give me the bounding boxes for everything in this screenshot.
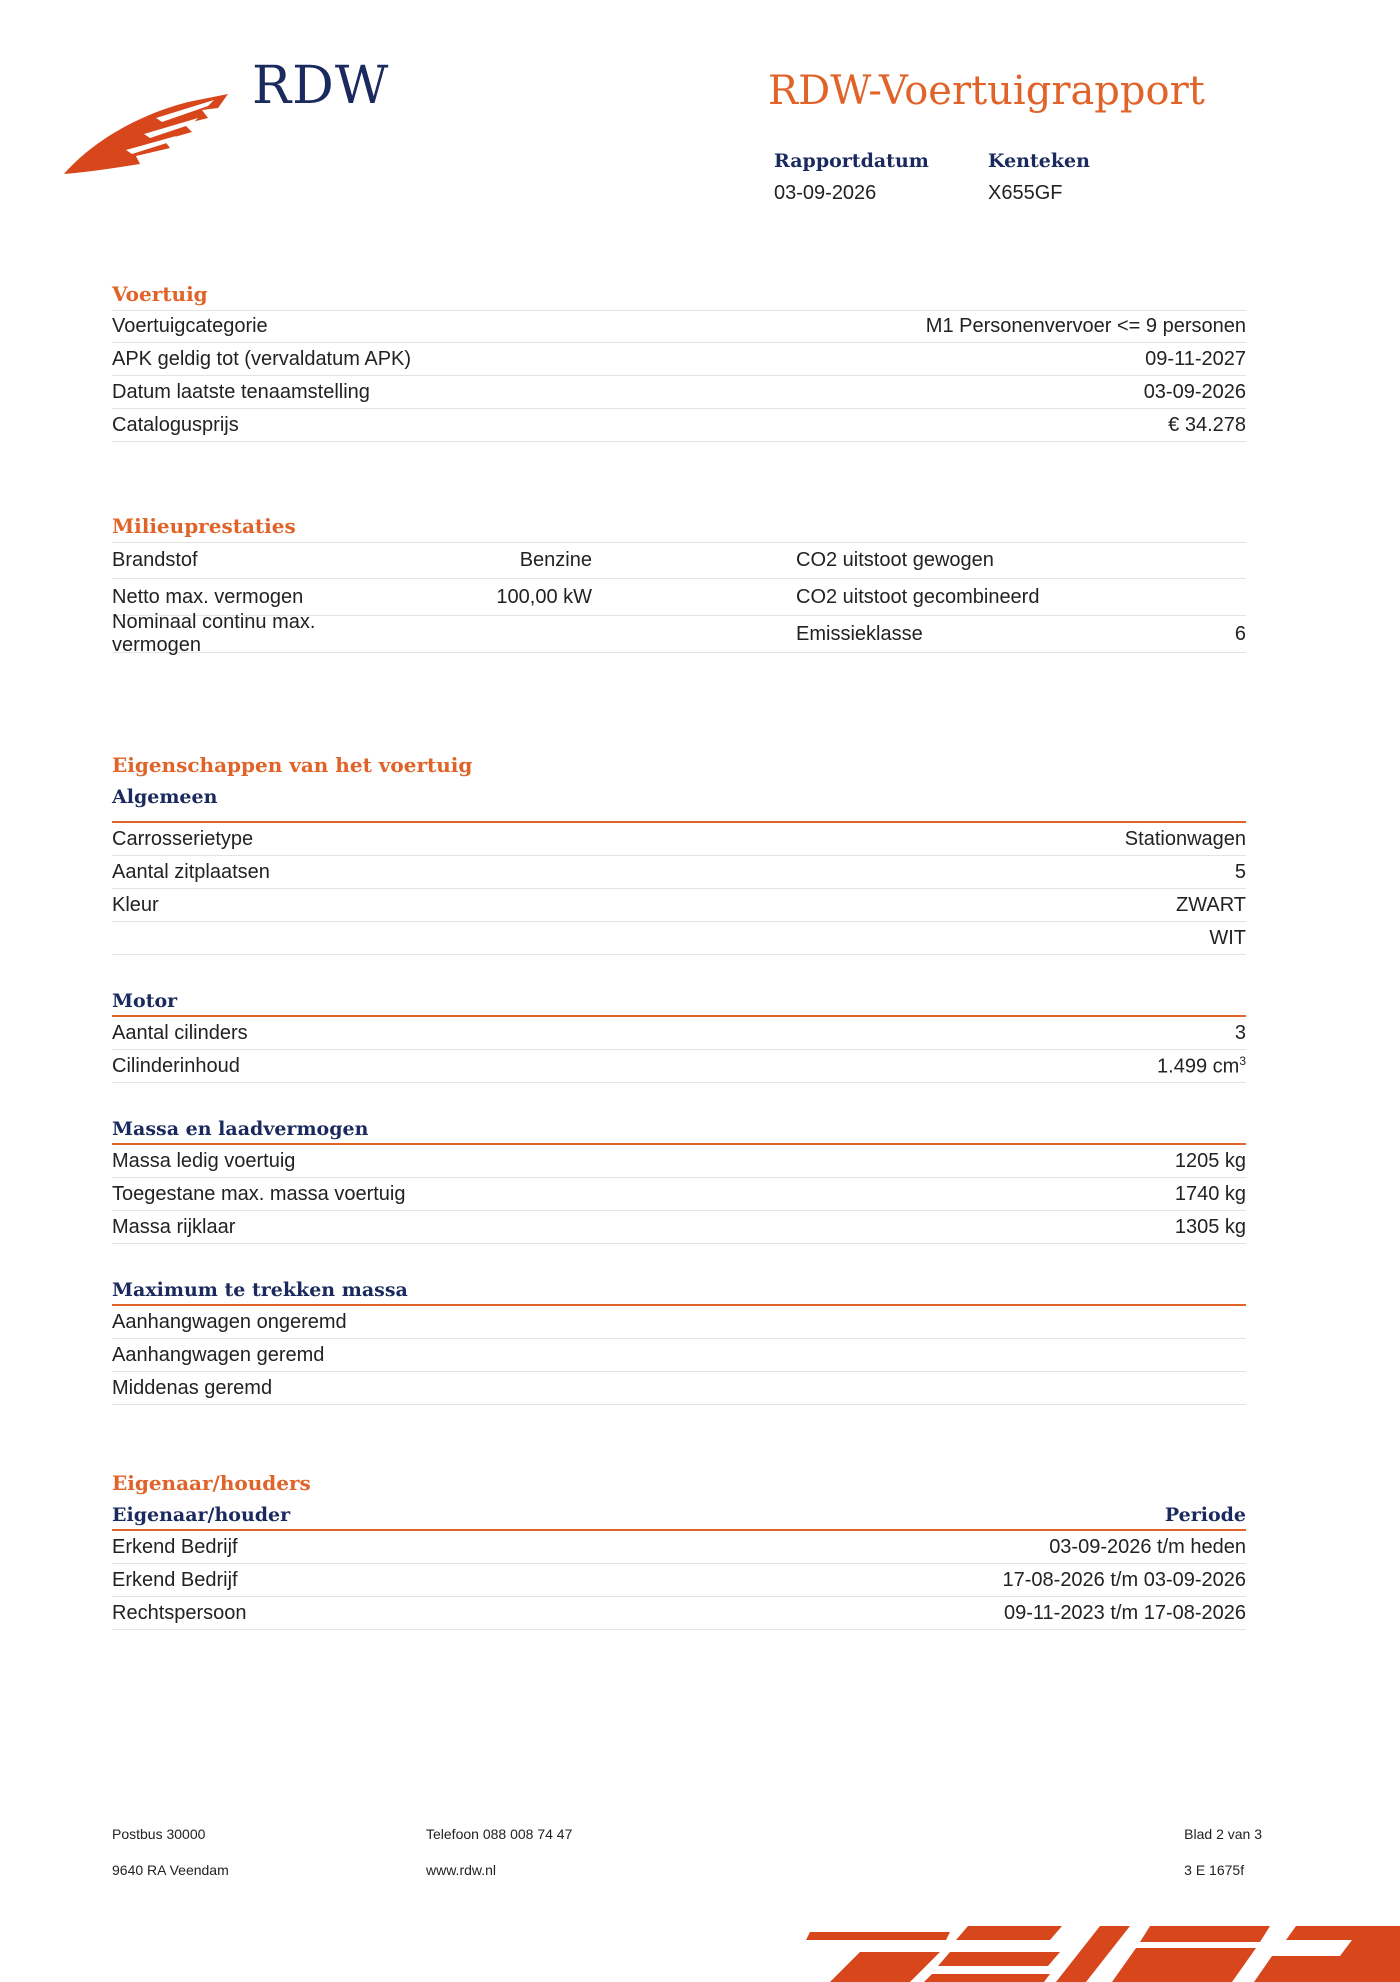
row-label: Massa rijklaar (112, 1215, 236, 1238)
section-title-eigenaar: Eigenaar/houders (112, 1471, 311, 1495)
row-value: M1 Personenvervoer <= 9 personen (925, 315, 1246, 337)
section-title-eigenschappen: Eigenschappen van het voertuig (112, 753, 473, 777)
table-row (112, 1211, 1246, 1244)
footer-page-number: Blad 2 van 3 (1184, 1826, 1262, 1842)
row-value: Benzine (519, 549, 592, 571)
row-label: Massa ledig voertuig (112, 1149, 296, 1172)
table-row (112, 1306, 1246, 1339)
row-label: Toegestane max. massa voertuig (112, 1182, 406, 1205)
row-value: Stationwagen (1124, 827, 1246, 850)
row-label: Nominaal continu max. vermogen (112, 611, 316, 656)
row-label: Aantal cilinders (112, 1021, 248, 1044)
row-label: Datum laatste tenaamstelling (112, 380, 370, 403)
footer-phone: Telefoon 088 008 74 47 (426, 1826, 573, 1842)
row-value: 03-09-2026 (1143, 380, 1246, 403)
table-row (112, 922, 1246, 955)
unit-superscript: 3 (1239, 1053, 1246, 1068)
column-header-period: Periode (1164, 1504, 1246, 1526)
table-row (112, 1597, 1246, 1630)
row-label: Erkend Bedrijf (112, 1535, 238, 1558)
row-value: WIT (1209, 926, 1246, 949)
table-row (112, 1050, 1246, 1083)
footer-code: 3 E 1675f (1184, 1862, 1245, 1878)
table-row (112, 1339, 1246, 1372)
column-header-owner: Eigenaar/houder (112, 1504, 291, 1526)
row-label: Carrosserietype (112, 827, 254, 850)
owner-table-header (112, 1499, 1246, 1531)
row-label: Netto max. vermogen (112, 585, 304, 608)
table-row (112, 1145, 1246, 1178)
plate-block (988, 150, 1090, 205)
table-row (112, 376, 1246, 409)
row-value: 3 (1234, 1021, 1246, 1044)
table-row (112, 409, 1246, 442)
rdw-logo-icon (64, 88, 234, 178)
row-label: Cilinderinhoud (112, 1054, 240, 1077)
subsection-title-trekken: Maximum te trekken massa (112, 1274, 1246, 1306)
table-row (112, 343, 1246, 376)
row-label: Brandstof (112, 549, 198, 571)
report-content (112, 278, 1246, 1630)
footer-stripes-icon (800, 1926, 1400, 1982)
table-row (112, 823, 1246, 856)
row-value (1157, 1054, 1246, 1079)
table-row (112, 1564, 1246, 1597)
row-label: Kleur (112, 893, 159, 916)
row-value: 1205 kg (1174, 1149, 1246, 1172)
row-value: 1740 kg (1174, 1182, 1246, 1205)
cylinder-volume-value: 1.499 cm (1157, 1055, 1240, 1078)
row-label: Aanhangwagen geremd (112, 1343, 325, 1366)
footer-contact (426, 1816, 572, 1888)
row-label: CO2 uitstoot gecombineerd (796, 585, 1040, 608)
row-label: Aanhangwagen ongeremd (112, 1310, 347, 1333)
section-title-voertuig: Voertuig (112, 282, 208, 306)
footer-web: www.rdw.nl (426, 1862, 497, 1878)
table-row (112, 542, 1246, 579)
report-date-block (774, 150, 929, 205)
subsection-title-massa: Massa en laadvermogen (112, 1113, 1246, 1145)
section-title-milieu: Milieuprestaties (112, 514, 296, 538)
row-value: 1305 kg (1174, 1215, 1246, 1238)
row-value: 5 (1234, 860, 1246, 883)
row-value: 09-11-2023 t/m 17-08-2026 (1003, 1601, 1246, 1624)
report-title: RDW-Voertuigrapport (768, 68, 1205, 114)
table-row (112, 611, 1246, 656)
row-label: Emissieklasse (796, 622, 923, 645)
table-row (112, 310, 1246, 343)
table-row (112, 856, 1246, 889)
row-label: APK geldig tot (vervaldatum APK) (112, 347, 412, 370)
table-row (112, 1017, 1246, 1050)
footer-address (112, 1816, 229, 1888)
subsection-title-motor: Motor (112, 985, 1246, 1017)
table-row (112, 889, 1246, 922)
row-value: 03-09-2026 t/m heden (1049, 1535, 1246, 1558)
row-value: 17-08-2026 t/m 03-09-2026 (1002, 1568, 1246, 1591)
row-label: Erkend Bedrijf (112, 1568, 238, 1591)
logo-text: RDW (252, 56, 390, 116)
table-row (112, 1372, 1246, 1405)
footer-page-info (1184, 1816, 1262, 1888)
report-date-label: Rapportdatum (774, 150, 929, 172)
row-label: Rechtspersoon (112, 1601, 247, 1624)
row-value: 09-11-2027 (1145, 347, 1246, 370)
table-row (112, 1531, 1246, 1564)
row-label: Voertuigcategorie (112, 315, 268, 337)
subsection-title-algemeen: Algemeen (112, 781, 1246, 823)
report-date-value: 03-09-2026 (774, 182, 877, 204)
footer-postbus: Postbus 30000 (112, 1826, 206, 1842)
row-value: 100,00 kW (496, 585, 592, 608)
row-label: Aantal zitplaatsen (112, 860, 270, 883)
table-row (112, 1178, 1246, 1211)
row-label: Middenas geremd (112, 1376, 273, 1399)
row-value: € 34.278 (1168, 413, 1246, 436)
row-value: 6 (1234, 622, 1246, 645)
footer-city: 9640 RA Veendam (112, 1862, 229, 1878)
row-label: CO2 uitstoot gewogen (796, 549, 994, 571)
row-label: Catalogusprijs (112, 413, 239, 436)
row-value: ZWART (1176, 893, 1246, 916)
plate-label: Kenteken (988, 150, 1090, 172)
plate-value: X655GF (988, 182, 1063, 204)
